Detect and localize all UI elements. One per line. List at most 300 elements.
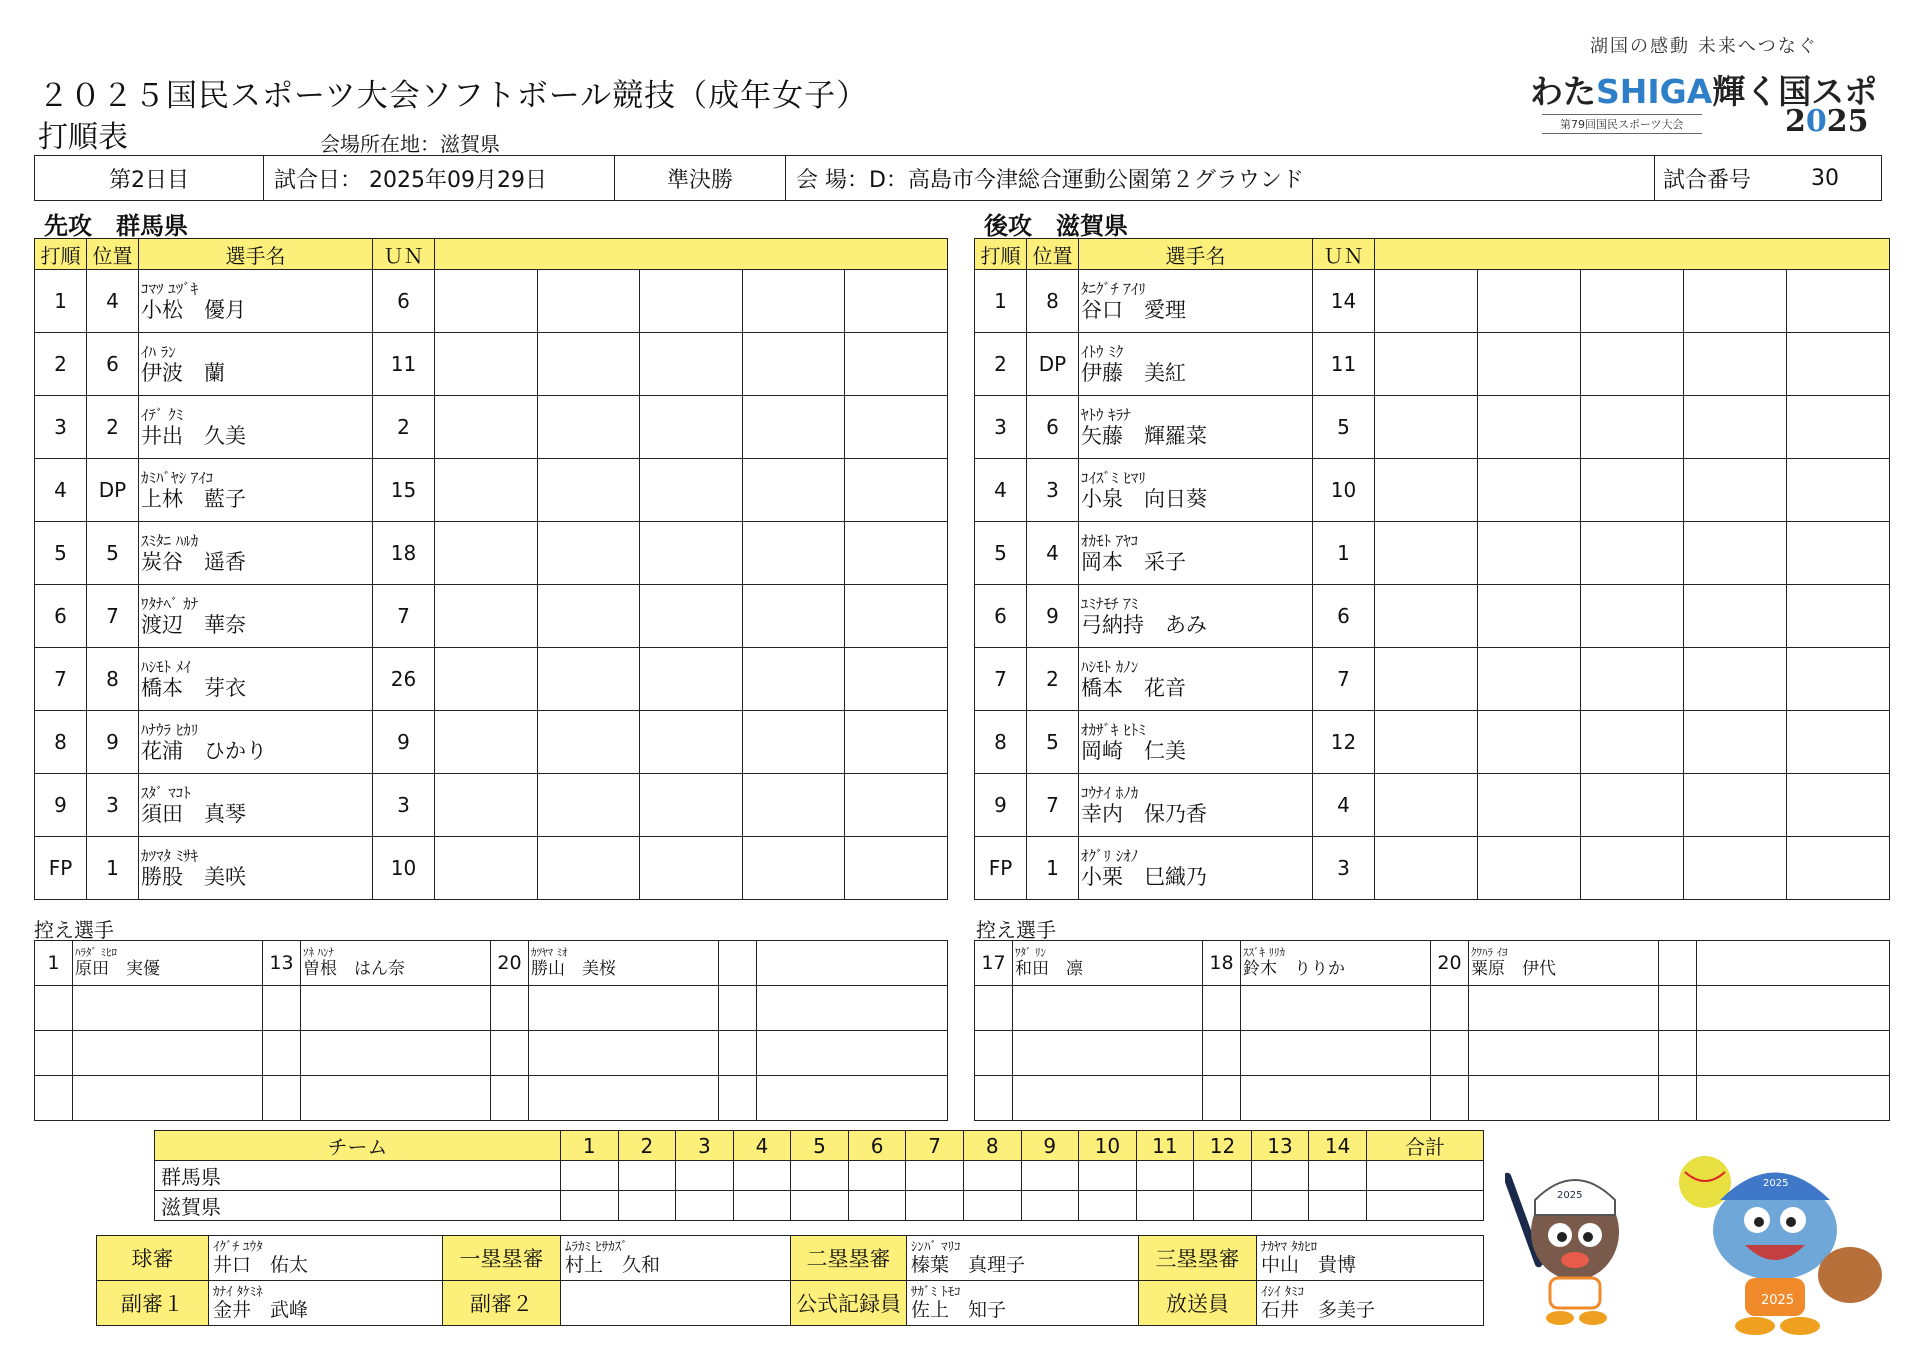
inning-score	[1251, 1161, 1309, 1191]
team-b-label: 後攻 滋賀県	[984, 212, 1128, 240]
reserve-kana: ﾜﾀﾞ ﾘﾝ	[1015, 946, 1046, 959]
reserve-uniform	[1431, 986, 1469, 1031]
uniform-number: 4	[1313, 774, 1375, 837]
event-logo	[1530, 30, 1890, 140]
batting-order: 7	[35, 648, 87, 711]
score-cell	[537, 459, 640, 522]
score-cell	[742, 585, 845, 648]
inning-score	[1136, 1191, 1194, 1221]
reserve-player	[757, 1076, 948, 1121]
lineup-row	[35, 522, 948, 585]
player-position: 2	[87, 396, 139, 459]
umpire-name: 中山 貴博	[1261, 1254, 1357, 1276]
lineup-row	[975, 648, 1890, 711]
game-day: 第2日目	[35, 156, 264, 201]
inning-score	[561, 1191, 619, 1221]
reserve-uniform: 17	[975, 941, 1013, 986]
player-name: 伊波 蘭	[141, 361, 225, 385]
player-position: 9	[87, 711, 139, 774]
player-position: 4	[1027, 522, 1079, 585]
score-cell	[435, 711, 538, 774]
score-cell	[845, 585, 948, 648]
uniform-number: 6	[1313, 585, 1375, 648]
player-name: 岡本 采子	[1081, 550, 1186, 574]
reserve-uniform	[263, 1076, 301, 1121]
player-cell	[139, 648, 373, 711]
reserve-uniform	[491, 1031, 529, 1076]
batting-order: 1	[975, 270, 1027, 333]
score-cell	[742, 648, 845, 711]
score-cell	[1787, 270, 1890, 333]
umpire-person	[1257, 1281, 1484, 1326]
player-name: 弓納持 あみ	[1081, 613, 1207, 637]
reserve-uniform: 1	[35, 941, 73, 986]
score-cell	[640, 711, 743, 774]
score-cell	[1581, 648, 1684, 711]
player-name: 花浦 ひかり	[141, 739, 267, 763]
score-cell	[435, 396, 538, 459]
logo-small: 第79回国民スポーツ大会	[1542, 114, 1702, 134]
logo-main-post: 輝く国スポ	[1712, 72, 1878, 111]
score-cell	[435, 774, 538, 837]
lineup-row	[35, 585, 948, 648]
reserve-uniform	[719, 1076, 757, 1121]
umpire-role: 三塁塁審	[1139, 1236, 1257, 1281]
score-cell	[537, 711, 640, 774]
reserve-uniform: 20	[491, 941, 529, 986]
umpire-name: 石井 多美子	[1261, 1299, 1376, 1321]
reserve-player	[529, 941, 719, 986]
score-cell	[1375, 585, 1478, 648]
player-kana: ｲﾄｳ ﾐｸ	[1081, 343, 1124, 361]
umpire-kana: ｻｶﾞﾐ ﾄﾓｺ	[911, 1285, 961, 1300]
scoreboard-team: 群馬県	[155, 1161, 561, 1191]
player-position: 7	[1027, 774, 1079, 837]
score-cell	[1787, 648, 1890, 711]
reserve-a-label: 控え選手	[34, 918, 114, 942]
match-number-label: 試合番号	[1655, 156, 1812, 201]
reserve-uniform	[1659, 1031, 1697, 1076]
reserve-player	[1241, 986, 1431, 1031]
inning-score	[963, 1191, 1021, 1221]
game-round: 準決勝	[615, 156, 786, 201]
umpire-row	[97, 1281, 1484, 1326]
lineup-row	[975, 270, 1890, 333]
mascot-batter-icon	[1505, 1160, 1645, 1330]
reserve-player	[73, 986, 263, 1031]
score-cell	[845, 648, 948, 711]
umpire-kana: ﾅｶﾔﾏ ﾀｶﾋﾛ	[1261, 1240, 1318, 1255]
reserve-player	[1241, 941, 1431, 986]
player-position: 8	[1027, 270, 1079, 333]
inning-header: 9	[1021, 1131, 1079, 1161]
uniform-number: 1	[1313, 522, 1375, 585]
reserve-uniform	[1203, 1076, 1241, 1121]
batting-order: FP	[975, 837, 1027, 900]
score-cell	[435, 585, 538, 648]
player-position: 6	[87, 333, 139, 396]
umpire-person	[209, 1236, 443, 1281]
inning-score	[906, 1161, 964, 1191]
inning-score	[791, 1161, 849, 1191]
mascot-right-cap-text: 2025	[1763, 1178, 1789, 1189]
col-score-area	[435, 239, 948, 270]
player-name: 小栗 巳織乃	[1081, 865, 1207, 889]
batting-order: 4	[975, 459, 1027, 522]
score-cell	[1684, 711, 1787, 774]
player-kana: ｽﾐﾀﾆ ﾊﾙｶ	[141, 532, 199, 550]
document-subtitle: 打順表	[38, 120, 128, 155]
reserve-player	[1013, 986, 1203, 1031]
reserve-uniform	[491, 1076, 529, 1121]
score-cell	[537, 648, 640, 711]
inning-header: 4	[733, 1131, 791, 1161]
score-cell	[537, 333, 640, 396]
player-name: 須田 真琴	[141, 802, 246, 826]
player-position: 3	[87, 774, 139, 837]
umpire-person	[561, 1281, 791, 1326]
player-name: 炭谷 遥香	[141, 550, 246, 574]
logo-tagline: 湖国の感動 未来へつなぐ	[1590, 36, 1818, 57]
match-number: 30	[1811, 156, 1882, 201]
reserve-player	[1013, 1076, 1203, 1121]
player-cell	[139, 585, 373, 648]
uniform-number: 6	[373, 270, 435, 333]
score-cell	[537, 270, 640, 333]
lineup-row	[975, 585, 1890, 648]
reserve-uniform	[35, 986, 73, 1031]
umpire-person	[1257, 1236, 1484, 1281]
logo-year-a: 2	[1785, 104, 1806, 139]
umpire-person	[907, 1281, 1139, 1326]
player-kana: ﾀﾆｸﾞﾁ ｱｲﾘ	[1081, 280, 1146, 298]
reserve-player	[1241, 1076, 1431, 1121]
reserve-name: 粟原 伊代	[1471, 959, 1556, 979]
umpire-kana: ｶﾅｲ ﾀｹﾐﾈ	[213, 1285, 263, 1300]
lineup-row	[975, 711, 1890, 774]
score-cell	[1478, 522, 1581, 585]
scoreboard-team-header: チーム	[155, 1131, 561, 1161]
score-cell	[1478, 711, 1581, 774]
player-kana: ｲﾊ ﾗﾝ	[141, 343, 176, 361]
venue-location: 会場所在地：滋賀県	[320, 132, 500, 156]
score-cell	[640, 270, 743, 333]
player-position: 5	[1027, 711, 1079, 774]
inning-score	[1079, 1191, 1137, 1221]
reserve-player	[529, 986, 719, 1031]
player-position: 5	[87, 522, 139, 585]
reserve-uniform	[1203, 1031, 1241, 1076]
score-cell	[742, 711, 845, 774]
reserve-uniform	[1659, 986, 1697, 1031]
col-order: 打順	[975, 239, 1027, 270]
player-position: 8	[87, 648, 139, 711]
player-name: 幸内 保乃香	[1081, 802, 1207, 826]
col-uniform: ＵＮ	[1313, 239, 1375, 270]
score-cell	[640, 459, 743, 522]
inning-header: 6	[848, 1131, 906, 1161]
score-cell	[1684, 459, 1787, 522]
inning-header: 13	[1251, 1131, 1309, 1161]
umpire-person	[561, 1236, 791, 1281]
umpire-person	[209, 1281, 443, 1326]
score-cell	[1787, 837, 1890, 900]
uniform-number: 11	[1313, 333, 1375, 396]
batting-order: 6	[975, 585, 1027, 648]
reserve-name: 鈴木 りりか	[1243, 959, 1345, 979]
reserve-row	[975, 1031, 1890, 1076]
scoreboard-team: 滋賀県	[155, 1191, 561, 1221]
umpire-role: 球審	[97, 1236, 209, 1281]
reserve-uniform	[719, 941, 757, 986]
score-cell	[435, 459, 538, 522]
umpire-name: 井口 佑太	[213, 1254, 309, 1276]
inning-score	[848, 1161, 906, 1191]
batting-order: 9	[35, 774, 87, 837]
reserve-player	[301, 986, 491, 1031]
score-cell	[537, 585, 640, 648]
player-cell	[139, 333, 373, 396]
score-cell	[1581, 585, 1684, 648]
reserve-player	[301, 1076, 491, 1121]
score-cell	[742, 522, 845, 585]
batting-order: FP	[35, 837, 87, 900]
score-cell	[1375, 270, 1478, 333]
score-cell	[1581, 711, 1684, 774]
umpire-role: 一塁塁審	[443, 1236, 561, 1281]
inning-score	[618, 1161, 676, 1191]
document-title: ２０２５国民スポーツ大会ソフトボール競技（成年女子）	[38, 78, 869, 114]
col-player: 選手名	[1079, 239, 1313, 270]
inning-score	[733, 1161, 791, 1191]
player-kana: ﾊﾅｳﾗ ﾋｶﾘ	[141, 721, 199, 739]
reserve-uniform	[719, 986, 757, 1031]
mascot-pitcher-icon	[1665, 1150, 1885, 1340]
score-cell	[742, 270, 845, 333]
player-cell	[1079, 459, 1313, 522]
mascot-left-cap-text: 2025	[1557, 1190, 1583, 1201]
reserve-player	[1697, 986, 1890, 1031]
score-cell	[845, 711, 948, 774]
logo-main-pre: わた	[1530, 72, 1596, 111]
col-position: 位置	[87, 239, 139, 270]
lineup-row	[35, 648, 948, 711]
score-cell	[1478, 396, 1581, 459]
score-cell	[742, 774, 845, 837]
batting-order: 3	[975, 396, 1027, 459]
logo-year-b: 0	[1805, 104, 1827, 139]
scoreboard-row	[155, 1161, 1484, 1191]
reserve-table-team-b	[974, 940, 1890, 1121]
reserve-uniform	[1659, 941, 1697, 986]
reserve-uniform: 20	[1431, 941, 1469, 986]
lineup-row	[975, 459, 1890, 522]
score-cell	[1581, 459, 1684, 522]
lineup-row	[35, 837, 948, 900]
reserve-player	[1697, 1031, 1890, 1076]
score-cell	[1375, 711, 1478, 774]
score-cell	[742, 837, 845, 900]
lineup-table-team-a	[34, 238, 948, 900]
lineup-row	[975, 396, 1890, 459]
inning-header: 14	[1309, 1131, 1367, 1161]
uniform-number: 9	[373, 711, 435, 774]
score-cell	[1478, 774, 1581, 837]
reserve-kana: ｸﾜﾊﾗ ｲﾖ	[1471, 946, 1508, 959]
reserve-row	[35, 1031, 948, 1076]
team-a-label: 先攻 群馬県	[44, 212, 188, 240]
score-cell	[1684, 270, 1787, 333]
inning-header: 2	[618, 1131, 676, 1161]
inning-score	[1136, 1161, 1194, 1191]
reserve-player	[301, 941, 491, 986]
player-name: 小松 優月	[141, 298, 246, 322]
score-cell	[435, 522, 538, 585]
reserve-player	[73, 1031, 263, 1076]
lineup-row	[35, 396, 948, 459]
player-kana: ｺﾏﾂ ﾕﾂﾞｷ	[141, 280, 199, 298]
player-cell	[1079, 270, 1313, 333]
inning-score	[848, 1191, 906, 1221]
inning-score	[1309, 1161, 1367, 1191]
score-cell	[435, 270, 538, 333]
player-cell	[1079, 774, 1313, 837]
reserve-player	[301, 1031, 491, 1076]
total-score	[1367, 1191, 1484, 1221]
score-cell	[845, 459, 948, 522]
player-position: 1	[87, 837, 139, 900]
score-cell	[1581, 837, 1684, 900]
reserve-name: 曽根 はん奈	[303, 959, 405, 979]
score-cell	[1684, 333, 1787, 396]
score-cell	[845, 270, 948, 333]
score-cell	[1581, 774, 1684, 837]
col-uniform: ＵＮ	[373, 239, 435, 270]
player-kana: ｵｶｻﾞｷ ﾋﾄﾐ	[1081, 721, 1146, 739]
score-cell	[1581, 396, 1684, 459]
player-kana: ﾊｼﾓﾄ ﾒｲ	[141, 658, 191, 676]
score-cell	[742, 459, 845, 522]
reserve-row	[975, 1076, 1890, 1121]
reserve-row	[35, 941, 948, 986]
player-cell	[1079, 522, 1313, 585]
lineup-row	[975, 522, 1890, 585]
col-position: 位置	[1027, 239, 1079, 270]
score-cell	[1478, 585, 1581, 648]
uniform-number: 7	[1313, 648, 1375, 711]
player-position: 1	[1027, 837, 1079, 900]
reserve-player	[1469, 941, 1659, 986]
score-cell	[1478, 333, 1581, 396]
player-cell	[1079, 396, 1313, 459]
inning-score	[676, 1191, 734, 1221]
inning-score	[963, 1161, 1021, 1191]
reserve-row	[35, 986, 948, 1031]
player-cell	[1079, 711, 1313, 774]
inning-score	[1309, 1191, 1367, 1221]
player-cell	[1079, 333, 1313, 396]
umpire-kana: ｲｼｲ ﾀﾐｺ	[1261, 1285, 1305, 1300]
reserve-name: 勝山 美桜	[531, 959, 616, 979]
score-cell	[1684, 648, 1787, 711]
player-name: 勝股 美咲	[141, 865, 246, 889]
player-position: 4	[87, 270, 139, 333]
uniform-number: 26	[373, 648, 435, 711]
col-order: 打順	[35, 239, 87, 270]
reserve-player	[1469, 1076, 1659, 1121]
player-kana: ｽﾀﾞ ﾏｺﾄ	[141, 784, 191, 802]
score-cell	[640, 837, 743, 900]
player-position: 7	[87, 585, 139, 648]
score-cell	[640, 648, 743, 711]
inning-header: 12	[1194, 1131, 1252, 1161]
player-position: DP	[87, 459, 139, 522]
reserve-uniform	[975, 1076, 1013, 1121]
uniform-number: 15	[373, 459, 435, 522]
umpire-row	[97, 1236, 1484, 1281]
lineup-row	[35, 459, 948, 522]
inning-header: 10	[1079, 1131, 1137, 1161]
batting-order: 6	[35, 585, 87, 648]
score-cell	[1581, 522, 1684, 585]
uniform-number: 10	[1313, 459, 1375, 522]
score-cell	[1478, 459, 1581, 522]
uniform-number: 12	[1313, 711, 1375, 774]
reserve-uniform	[263, 1031, 301, 1076]
reserve-uniform	[975, 1031, 1013, 1076]
mascot-body-text: 2025	[1761, 1293, 1795, 1308]
reserve-kana: ｶﾂﾔﾏ ﾐｵ	[531, 946, 568, 959]
umpire-role: 公式記録員	[791, 1281, 907, 1326]
inning-header: 7	[906, 1131, 964, 1161]
logo-year	[1785, 104, 1869, 139]
batting-order: 7	[975, 648, 1027, 711]
reserve-uniform	[35, 1076, 73, 1121]
total-header: 合計	[1367, 1131, 1484, 1161]
inning-header: 1	[561, 1131, 619, 1161]
player-position: 2	[1027, 648, 1079, 711]
player-kana: ｵｶﾓﾄ ｱﾔｺ	[1081, 532, 1139, 550]
score-cell	[1684, 522, 1787, 585]
player-cell	[139, 459, 373, 522]
umpire-kana: ﾑﾗｶﾐ ﾋｻｶｽﾞ	[565, 1240, 628, 1255]
player-name: 谷口 愛理	[1081, 298, 1186, 322]
reserve-uniform: 13	[263, 941, 301, 986]
batting-order: 5	[35, 522, 87, 585]
inning-score	[906, 1191, 964, 1221]
score-cell	[1787, 459, 1890, 522]
inning-header: 3	[676, 1131, 734, 1161]
reserve-name: 原田 実優	[75, 959, 160, 979]
inning-score	[1194, 1191, 1252, 1221]
umpire-kana: ｼﾝﾊﾞ ﾏﾘｺ	[911, 1240, 961, 1255]
player-kana: ｺｳﾅｲ ﾎﾉｶ	[1081, 784, 1139, 802]
scoreboard-row	[155, 1191, 1484, 1221]
reserve-player	[757, 941, 948, 986]
score-cell	[1787, 333, 1890, 396]
player-cell	[139, 396, 373, 459]
reserve-row	[975, 941, 1890, 986]
score-cell	[845, 774, 948, 837]
reserve-player	[1013, 1031, 1203, 1076]
score-cell	[1787, 774, 1890, 837]
score-cell	[1375, 648, 1478, 711]
reserve-player	[529, 1031, 719, 1076]
inning-score	[1021, 1191, 1079, 1221]
player-position: 3	[1027, 459, 1079, 522]
lineup-row	[35, 711, 948, 774]
score-cell	[845, 522, 948, 585]
